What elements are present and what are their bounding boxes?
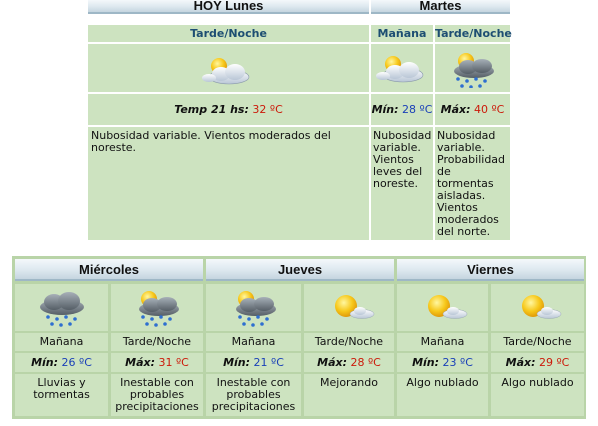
today-temp-label: Temp 21 hs:	[174, 103, 249, 116]
friday-max-temp	[491, 353, 584, 372]
wednesday-evening-icon-cell	[111, 284, 203, 331]
thursday-header	[206, 259, 394, 281]
today-temp-value: 32 ºC	[252, 103, 283, 116]
thursday-morning-period: Mañana	[206, 333, 301, 351]
thursday-title: Jueves	[277, 262, 323, 277]
tuesday-evening-description: Nubosidad variable. Probabilidad de tormentas aisladas. Vientos moderados del norte.	[435, 127, 510, 240]
max-value: 29 ºC	[539, 356, 570, 369]
min-label: Mín:	[31, 356, 59, 369]
sun-rain-cloud-icon	[444, 52, 502, 88]
sun-rain-cloud-icon	[226, 290, 284, 328]
tuesday-header	[371, 0, 510, 14]
wednesday-morning-description: Lluvias y tormentas	[15, 374, 108, 416]
min-value: 23 ºC	[442, 356, 473, 369]
sun-small-cloud-icon	[330, 292, 376, 324]
max-value: 28 ºC	[350, 356, 381, 369]
wednesday-title: Miércoles	[79, 262, 139, 277]
today-temp	[88, 94, 369, 125]
max-label: Máx:	[125, 356, 155, 369]
rain-cloud-icon	[34, 290, 90, 328]
min-value: 26 ºC	[61, 356, 92, 369]
friday-evening-period: Tarde/Noche	[491, 333, 584, 351]
today-icon-cell	[88, 44, 369, 92]
friday-evening-description: Algo nublado	[491, 374, 584, 416]
friday-morning-description: Algo nublado	[397, 374, 488, 416]
sun-rain-cloud-icon	[129, 290, 187, 328]
min-value: 21 ºC	[253, 356, 284, 369]
wednesday-max-temp	[111, 353, 203, 372]
friday-header	[397, 259, 584, 281]
min-label: Mín:	[412, 356, 440, 369]
min-label: Mín:	[223, 356, 251, 369]
wednesday-header	[15, 259, 203, 281]
max-value: 31 ºC	[158, 356, 189, 369]
thursday-evening-period: Tarde/Noche	[304, 333, 394, 351]
thursday-min-temp	[206, 353, 301, 372]
min-value: 28 ºC	[402, 103, 433, 116]
tuesday-evening-period: Tarde/Noche	[435, 27, 512, 40]
max-label: Máx:	[505, 356, 536, 369]
tuesday-title: Martes	[419, 0, 462, 13]
friday-evening-icon-cell	[491, 284, 584, 331]
partly-cloudy-icon	[199, 56, 257, 86]
tuesday-morning-icon-cell	[371, 44, 433, 92]
wednesday-evening-description: Inestable con probables precipitaciones	[111, 374, 203, 416]
thursday-morning-description: Inestable con probables precipitaciones	[206, 374, 301, 416]
max-label: Máx:	[317, 356, 347, 369]
tuesday-max-temp	[435, 94, 510, 125]
today-period: Tarde/Noche	[88, 25, 369, 42]
wednesday-morning-period: Mañana	[15, 333, 108, 351]
today-title: HOY Lunes	[193, 0, 264, 13]
friday-morning-icon-cell	[397, 284, 488, 331]
min-label: Mín:	[371, 103, 399, 116]
thursday-evening-description: Mejorando	[304, 374, 394, 416]
tuesday-morning-period: Mañana	[371, 25, 433, 42]
friday-morning-period: Mañana	[397, 333, 488, 351]
wednesday-evening-period: Tarde/Noche	[111, 333, 203, 351]
today-description: Nubosidad variable. Vientos moderados del noreste.	[88, 127, 369, 240]
tuesday-evening-icon-cell	[435, 44, 510, 92]
wednesday-morning-icon-cell	[15, 284, 108, 331]
thursday-max-temp	[304, 353, 394, 372]
max-value: 40 ºC	[474, 103, 505, 116]
thursday-evening-icon-cell	[304, 284, 394, 331]
today-header	[88, 0, 369, 14]
wednesday-min-temp	[15, 353, 108, 372]
sun-small-cloud-icon	[517, 292, 563, 324]
sun-small-cloud-icon	[423, 292, 469, 324]
max-label: Máx:	[440, 103, 471, 116]
tuesday-morning-description: Nubosidad variable. Vientos leves del noreste.	[371, 127, 433, 240]
thursday-morning-icon-cell	[206, 284, 301, 331]
tuesday-min-temp	[371, 94, 433, 125]
friday-title: Viernes	[467, 262, 514, 277]
partly-cloudy-icon	[373, 54, 431, 84]
friday-min-temp	[397, 353, 488, 372]
